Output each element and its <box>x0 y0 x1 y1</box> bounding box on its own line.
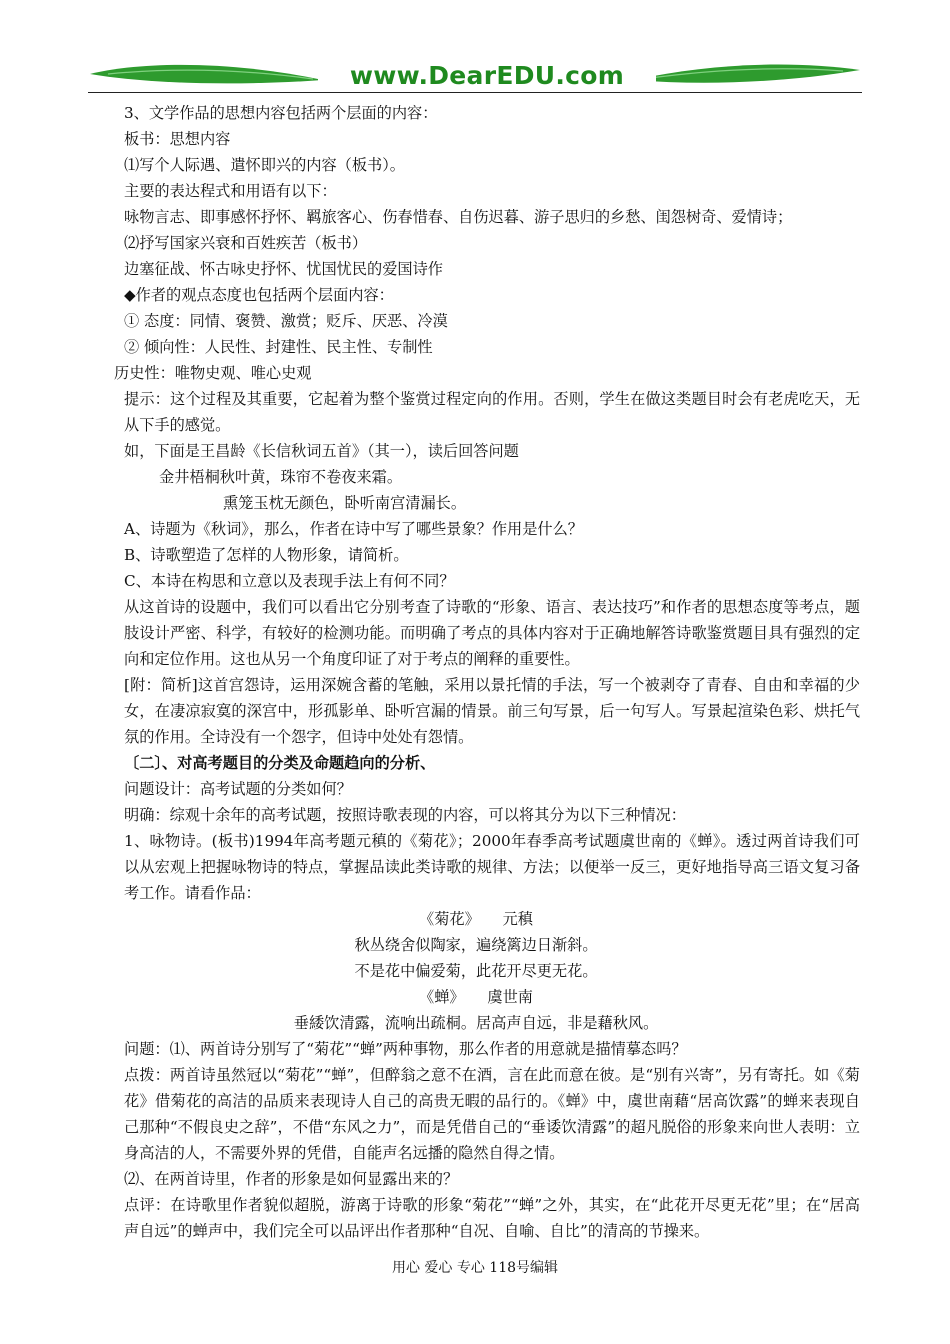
question-item: C、本诗在构思和立意以及表现手法上有何不同？ <box>124 572 455 590</box>
paragraph: ⑵抒写国家兴衰和百姓疾苦（板书） <box>124 234 367 252</box>
paragraph: 边塞征战、怀古咏史抒怀、忧国忧民的爱国诗作 <box>124 260 443 278</box>
poem-line: 金井梧桐秋叶黄，珠帘不卷夜来霜。 <box>159 468 402 486</box>
paragraph: ⑴写个人际遇、遣怀即兴的内容（板书）。 <box>124 156 405 174</box>
paragraph: 板书：思想内容 <box>124 130 231 148</box>
paragraph: 如，下面是王昌龄《长信秋词五首》（其一），读后回答问题 <box>124 442 519 460</box>
paragraph: [附：简析]这首宫怨诗，运用深婉含蓄的笔触，采用以景托情的手法，写一个被剥夺了青春、自由和幸福的少女，在凄凉寂寞的深宫中，形孤影单、卧听宫漏的情景。前三句写景，后一句写人。写景起渲染色彩、烘托气氛的作用。全诗没有一个怨字，但诗中处处有怨情。 <box>124 676 860 746</box>
section-heading: 3、文学作品的思想内容包括两个层面的内容： <box>124 104 438 122</box>
poem-line: 垂緌饮清露，流响出疏桐。居高声自远，非是藉秋风。 <box>293 1014 659 1032</box>
poem-line: 不是花中偏爱菊，此花开尽更无花。 <box>354 962 598 980</box>
paragraph: ① 态度：同情、褒赞、激赏；贬斥、厌恶、冷漠 <box>124 312 448 330</box>
paragraph: 主要的表达程式和用语有以下： <box>124 182 337 200</box>
page-footer: 用心 爱心 专心 118号编辑 <box>391 1260 559 1276</box>
paragraph: 点评：在诗歌里作者貌似超脱，游离于诗歌的形象“菊花”“蝉”之外，其实，在“此花开尽更无花”里；在“居高声自远”的蝉声中，我们完全可以品评出作者那种“自况、自喻、自比”的清高的节操来。 <box>124 1196 860 1240</box>
paragraph: 明确：综观十余年的高考试题，按照诗歌表现的内容，可以将其分为以下三种情况： <box>124 806 686 824</box>
poem-line: 秋丛绕舍似陶家，遍绕篱边日渐斜。 <box>354 936 598 954</box>
section-heading: 〔二〕、对高考题目的分类及命题趋向的分析、 <box>124 754 436 772</box>
paragraph: ② 倾向性：人民性、封建性、民主性、专制性 <box>124 338 433 356</box>
question-item: B、诗歌塑造了怎样的人物形象，请简析。 <box>124 546 409 564</box>
paragraph: 1、咏物诗。(板书)1994年高考题元稹的《菊花》；2000年春季高考试题虞世南的《蝉》。透过两首诗我们可以从宏观上把握咏物诗的特点，掌握品读此类诗歌的规律、方法；以便举一反三，更好地指导高三语文复习备考工作。请看作品： <box>124 832 860 902</box>
document-body <box>92 100 860 1244</box>
paragraph: 历史性：唯物史观、唯心史观 <box>114 364 312 382</box>
site-name[interactable]: www.DearEDU.com <box>318 61 656 90</box>
question-item: A、诗题为《秋词》，那么，作者在诗中写了哪些景象？作用是什么？ <box>124 520 583 538</box>
paragraph: 咏物言志、即事感怀抒怀、羁旅客心、伤春惜春、自伤迟暮、游子思归的乡愁、闺怨树奇、爱情诗； <box>124 208 793 226</box>
poem-line: 熏笼玉枕无颜色，卧听南宫清漏长。 <box>223 494 466 512</box>
paragraph: 点拨：两首诗虽然冠以“菊花”“蝉”，但醉翁之意不在酒，言在此而意在彼。是“别有兴寄”，另有寄托。如《菊花》借菊花的高洁的品质来表现诗人自己的高贵无暇的品行的。《蝉》中，虞世南藉“居高饮露”的蝉来表现自己那种“不假良史之辞”，不借“东风之力”，而是凭借自己的“垂诿饮清露”的超凡脱俗的形象来向世人表明：立身高洁的人，不需要外界的凭借，自能声名远播的隐然自得之情。 <box>124 1066 860 1162</box>
paragraph: ◆作者的观点态度也包括两个层面内容： <box>124 286 394 304</box>
paragraph: 提示：这个过程及其重要，它起着为整个鉴赏过程定向的作用。否则，学生在做这类题目时会有老虎吃天，无从下手的感觉。 <box>124 390 860 434</box>
page-header <box>88 58 862 98</box>
question-item: ⑵、在两首诗里，作者的形象是如何显露出来的？ <box>124 1170 459 1188</box>
header-rule <box>88 92 862 93</box>
question-item: 问题：⑴、两首诗分别写了“菊花”“蝉”两种事物，那么作者的用意就是描情摹态吗？ <box>124 1040 687 1058</box>
paragraph: 问题设计：高考试题的分类如何？ <box>124 780 352 798</box>
paragraph: 从这首诗的设题中，我们可以看出它分别考查了诗歌的“形象、语言、表达技巧”和作者的思想态度等考点，题肢设计严密、科学，有较好的检测功能。而明确了考点的具体内容对于正确地解答诗歌鉴赏题目具有强烈的定向和定位作用。这也从另一个角度印证了对于考点的阐释的重要性。 <box>124 598 860 668</box>
poem-title: 《蝉》 虞世南 <box>419 988 533 1006</box>
poem-title: 《菊花》 元稹 <box>419 910 533 928</box>
